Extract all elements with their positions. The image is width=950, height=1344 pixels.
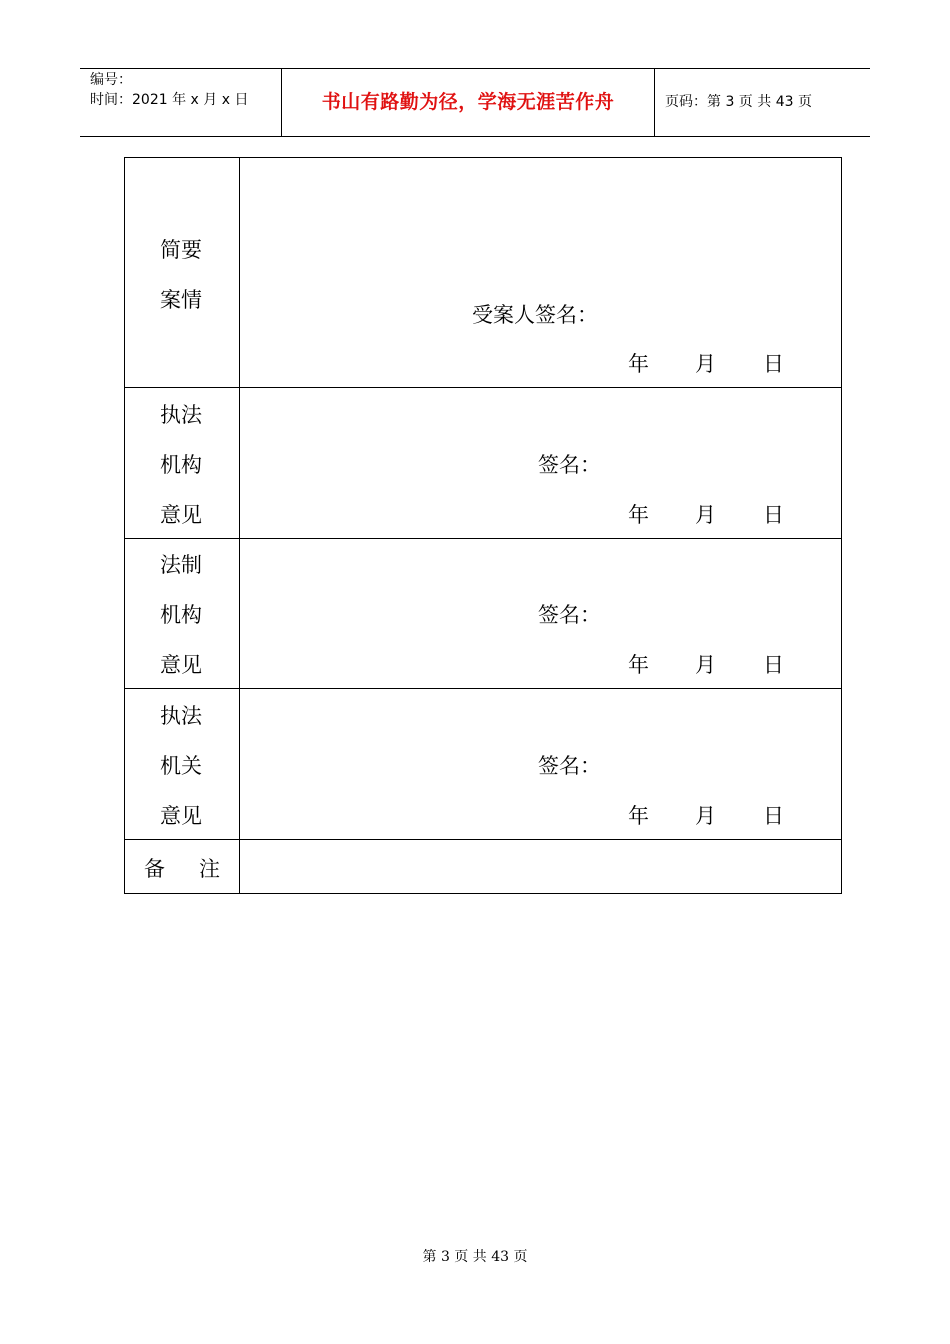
row1-label-line1: 简要	[160, 238, 202, 262]
row4-day-label: 日	[763, 804, 784, 828]
row2-label-line3: 意见	[160, 503, 202, 527]
document-date: 时间：2021 年 x 月 x 日	[90, 92, 249, 108]
row3-label-line2: 机构	[160, 603, 202, 627]
row1-signature-label: 受案人签名：	[472, 303, 598, 327]
page-footer: 第 3 页 共 43 页	[422, 1249, 528, 1265]
row1-label-line2: 案情	[160, 288, 202, 312]
row1-day-label: 日	[763, 352, 784, 376]
row3-signature-label: 签名：	[538, 603, 601, 627]
row-divider	[125, 839, 841, 840]
remarks-label-part1: 备	[144, 857, 165, 881]
row4-month-label: 月	[695, 804, 716, 828]
row2-label-line1: 执法	[160, 403, 202, 427]
row3-label-line1: 法制	[160, 553, 202, 577]
page-header	[80, 68, 870, 137]
row3-month-label: 月	[695, 653, 716, 677]
row2-month-label: 月	[695, 503, 716, 527]
row2-signature-label: 签名：	[538, 453, 601, 477]
column-divider	[239, 158, 240, 893]
row2-day-label: 日	[763, 503, 784, 527]
row2-year-label: 年	[628, 503, 649, 527]
header-motto: 书山有路勤为径，学海无涯苦作舟	[282, 69, 655, 136]
row4-signature-label: 签名：	[538, 754, 601, 778]
document-number-label: 编号：	[90, 72, 132, 88]
case-form-table	[124, 157, 842, 894]
row3-year-label: 年	[628, 653, 649, 677]
row4-label-line3: 意见	[160, 804, 202, 828]
row4-label-line1: 执法	[160, 704, 202, 728]
row-divider	[125, 538, 841, 539]
row4-label-line2: 机关	[160, 754, 202, 778]
header-meta	[80, 69, 282, 136]
row1-month-label: 月	[695, 352, 716, 376]
row4-year-label: 年	[628, 804, 649, 828]
row-divider	[125, 387, 841, 388]
row2-label-line2: 机构	[160, 453, 202, 477]
remarks-label-part2: 注	[199, 857, 220, 881]
header-page-info: 页码：第 3 页 共 43 页	[665, 94, 812, 110]
row3-day-label: 日	[763, 653, 784, 677]
row1-year-label: 年	[628, 352, 649, 376]
row-divider	[125, 688, 841, 689]
row3-label-line3: 意见	[160, 653, 202, 677]
